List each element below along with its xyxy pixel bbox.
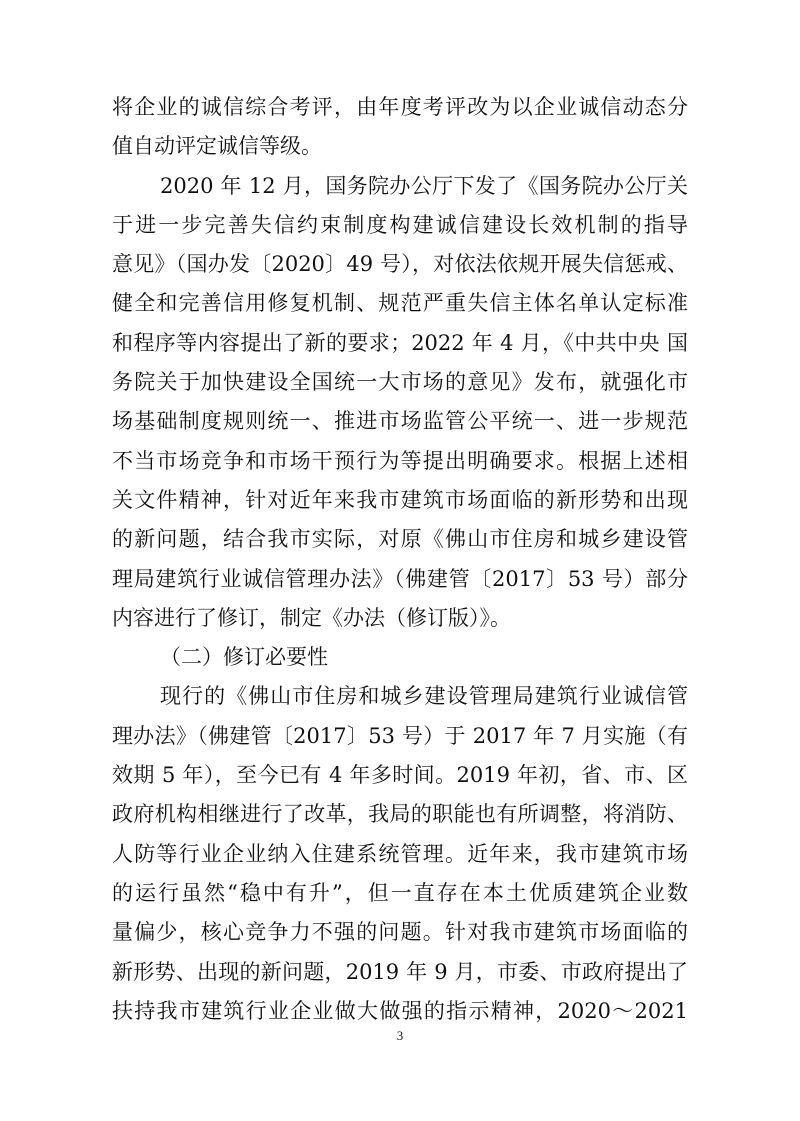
paragraph-line: 场基础制度规则统一、推进市场监管公平统一、进一步规范 bbox=[112, 409, 688, 434]
paragraph-line: 量偏少，核心竞争力不强的问题。针对我市建筑市场面临的 bbox=[112, 920, 688, 945]
paragraph-line: 将企业的诚信综合考评，由年度考评改为以企业诚信动态分 bbox=[112, 95, 688, 119]
paragraph-line: 政府机构相继进行了改革，我局的职能也有所调整，将消防、 bbox=[112, 802, 688, 827]
paragraph-line: 扶持我市建筑行业企业做大做强的指示精神，2020～2021 bbox=[112, 998, 688, 1023]
paragraph-line: 的新问题，结合我市实际，对原《佛山市住房和城乡建设管 bbox=[112, 527, 688, 552]
paragraph-line: 效期 5 年），至今已有 4 年多时间。2019 年初，省、市、区 bbox=[112, 763, 688, 788]
paragraph-line: 新形势、出现的新问题，2019 年 9 月，市委、市政府提出了 bbox=[112, 959, 688, 984]
paragraph-line: 不当市场竞争和市场干预行为等提出明确要求。根据上述相 bbox=[112, 448, 688, 473]
paragraph-line: 2020 年 12 月，国务院办公厅下发了《国务院办公厅关 bbox=[160, 173, 688, 198]
paragraph-line: 内容进行了修订，制定《办法（修订版）》。 bbox=[112, 605, 511, 630]
paragraph-line: 健全和完善信用修复机制、规范严重失信主体名单认定标准 bbox=[112, 291, 688, 316]
paragraph-line: 值自动评定诚信等级。 bbox=[112, 134, 322, 159]
body-text bbox=[112, 88, 688, 1031]
section-heading: （二）修订必要性 bbox=[160, 645, 328, 670]
paragraph-line: 意见》（国办发〔2020〕49 号），对依法依规开展失信惩戒、 bbox=[112, 252, 688, 277]
paragraph-line: 于进一步完善失信约束制度构建诚信建设长效机制的指导 bbox=[112, 212, 688, 237]
paragraph-line: 理办法》（佛建管〔2017〕53 号）于 2017 年 7 月实施（有 bbox=[112, 723, 688, 748]
paragraph-line: 理局建筑行业诚信管理办法》（佛建管〔2017〕53 号）部分 bbox=[112, 566, 688, 591]
page-number: 3 bbox=[396, 1028, 404, 1043]
paragraph-line: 关文件精神，针对近年来我市建筑市场面临的新形势和出现 bbox=[112, 487, 688, 512]
paragraph-line: 人防等行业企业纳入住建系统管理。近年来，我市建筑市场 bbox=[112, 841, 688, 866]
paragraph-line: 务院关于加快建设全国统一大市场的意见》发布，就强化市 bbox=[112, 370, 688, 395]
paragraph-line: 和程序等内容提出了新的要求；2022 年 4 月，《中共中央 国 bbox=[112, 330, 688, 355]
paragraph-line: 的运行虽然“稳中有升”，但一直存在本土优质建筑企业数 bbox=[112, 880, 688, 905]
paragraph-line: 现行的《佛山市住房和城乡建设管理局建筑行业诚信管 bbox=[160, 684, 688, 709]
